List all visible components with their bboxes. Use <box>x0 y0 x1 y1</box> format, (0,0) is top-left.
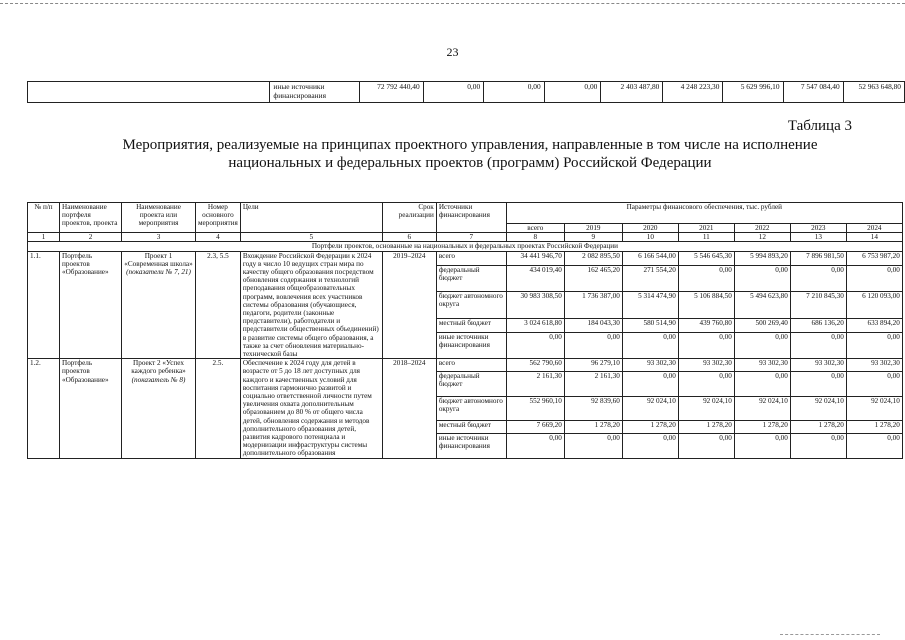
header-project: Наименование проекта или мероприятия <box>122 203 196 233</box>
project-name <box>122 359 196 458</box>
column-number: 13 <box>790 233 846 242</box>
value-cell: 0,00 <box>484 82 544 103</box>
funding-value: 552 960,10 <box>506 396 564 421</box>
header-num: № п/п <box>28 203 60 233</box>
portfolio-name: Портфель проектов «Образование» <box>60 359 122 458</box>
funding-source: иные источники финансирования <box>436 434 506 459</box>
funding-value: 7 210 845,30 <box>790 292 846 319</box>
funding-value: 1 278,20 <box>846 421 902 434</box>
table-row <box>28 359 903 372</box>
funding-value: 3 024 618,80 <box>506 318 564 332</box>
funding-value: 0,00 <box>790 265 846 292</box>
project-goals: Обеспечение к 2024 году для детей в возрасте от 5 до 18 лет доступных для каждого и качественных условий для воспитания гармонично развитой и социально ответственной личности путем увеличения охвата дополнительным образованием до 80 % от общего числа детей, обновления содержания и методов дополнительного образования детей, развития кадрового потенциала и модернизации инфраструктуры системы дополнительного образования <box>240 359 382 458</box>
funding-value: 162 465,20 <box>564 265 622 292</box>
funding-value: 0,00 <box>846 332 902 359</box>
funding-value: 5 494 623,80 <box>734 292 790 319</box>
previous-table-fragment <box>27 81 905 103</box>
funding-value: 6 753 987,20 <box>846 251 902 265</box>
funding-value: 0,00 <box>564 434 622 459</box>
funding-value: 686 136,20 <box>790 318 846 332</box>
table-heading: Мероприятия, реализуемые на принципах проектного управления, направленные в том числе на исполнение национальных и федеральных проектов (программ) Российской Федерации <box>122 137 818 171</box>
value-cell: 52 963 648,80 <box>843 82 904 103</box>
section-title: Портфели проектов, основанные на национальных и федеральных проектах Российской Федерации <box>28 242 903 251</box>
funding-value: 0,00 <box>790 372 846 397</box>
funding-value: 92 024,10 <box>846 396 902 421</box>
funding-value: 7 896 981,50 <box>790 251 846 265</box>
funding-value: 5 106 884,50 <box>678 292 734 319</box>
funding-value: 34 441 946,70 <box>506 251 564 265</box>
funding-source: местный бюджет <box>436 318 506 332</box>
funding-value: 92 024,10 <box>734 396 790 421</box>
page-number: 23 <box>446 45 459 59</box>
funding-value: 1 736 387,00 <box>564 292 622 319</box>
funding-value: 0,00 <box>506 434 564 459</box>
funding-value: 0,00 <box>734 372 790 397</box>
funding-value: 0,00 <box>846 434 902 459</box>
funding-value: 5 994 893,20 <box>734 251 790 265</box>
row-number: 1.1. <box>28 251 60 359</box>
column-number: 1 <box>28 233 60 242</box>
funding-value: 92 024,10 <box>678 396 734 421</box>
header-row <box>28 203 903 224</box>
funding-value: 0,00 <box>622 372 678 397</box>
funding-value: 92 024,10 <box>622 396 678 421</box>
section-row <box>28 242 903 251</box>
column-number: 14 <box>846 233 902 242</box>
funding-value: 633 894,20 <box>846 318 902 332</box>
header-year: 2024 <box>846 224 902 233</box>
header-year: всего <box>506 224 564 233</box>
funding-value: 434 019,40 <box>506 265 564 292</box>
funding-value: 0,00 <box>734 265 790 292</box>
funding-value: 93 302,30 <box>790 359 846 372</box>
funding-value: 92 024,10 <box>790 396 846 421</box>
header-params: Параметры финансового обеспечения, тыс. рублей <box>506 203 902 224</box>
funding-value: 0,00 <box>790 332 846 359</box>
project-term: 2018–2024 <box>382 359 436 458</box>
funding-value: 0,00 <box>846 265 902 292</box>
funding-value: 0,00 <box>846 372 902 397</box>
project-term: 2019–2024 <box>382 251 436 359</box>
source-label: иные источники финансирования <box>270 82 359 103</box>
funding-value: 1 278,20 <box>790 421 846 434</box>
portfolio-name: Портфель проектов «Образование» <box>60 251 122 359</box>
main-event-number: 2.5. <box>196 359 241 458</box>
funding-value: 0,00 <box>622 332 678 359</box>
value-cell: 2 403 487,80 <box>601 82 663 103</box>
funding-value: 439 760,80 <box>678 318 734 332</box>
funding-value: 1 278,20 <box>564 421 622 434</box>
funding-value: 500 269,40 <box>734 318 790 332</box>
table-label: Таблица 3 <box>787 118 852 134</box>
funding-value: 562 790,60 <box>506 359 564 372</box>
funding-value: 93 302,30 <box>622 359 678 372</box>
header-main-event: Номер основного мероприятия <box>196 203 241 233</box>
column-number: 3 <box>122 233 196 242</box>
funding-value: 96 279,10 <box>564 359 622 372</box>
funding-source: местный бюджет <box>436 421 506 434</box>
funding-value: 7 669,20 <box>506 421 564 434</box>
funding-value: 0,00 <box>678 372 734 397</box>
funding-source: всего <box>436 359 506 372</box>
value-cell: 5 629 996,10 <box>723 82 783 103</box>
row-number: 1.2. <box>28 359 60 458</box>
header-goals: Цели <box>240 203 382 233</box>
funding-value: 1 278,20 <box>678 421 734 434</box>
header-portfolio: Наименование портфеля проектов, проекта <box>60 203 122 233</box>
funding-value: 0,00 <box>506 332 564 359</box>
header-year: 2019 <box>564 224 622 233</box>
scan-edge-line <box>780 634 880 635</box>
funding-value: 93 302,30 <box>846 359 902 372</box>
funding-value: 184 043,30 <box>564 318 622 332</box>
project-title: Проект 2 «Успех каждого ребенка» <box>131 359 186 376</box>
main-event-number: 2.3, 5.5 <box>196 251 241 359</box>
header-term: Срок реализации <box>382 203 436 233</box>
funding-source: бюджет автономного округа <box>436 292 506 319</box>
funding-value: 30 983 308,50 <box>506 292 564 319</box>
header-year: 2020 <box>622 224 678 233</box>
project-name <box>122 251 196 359</box>
funding-source: иные источники финансирования <box>436 332 506 359</box>
project-title: Проект 1 «Современная школа» <box>124 251 193 268</box>
funding-source: федеральный бюджет <box>436 265 506 292</box>
value-cell: 0,00 <box>544 82 601 103</box>
value-cell: 72 792 440,40 <box>359 82 423 103</box>
funding-value: 93 302,30 <box>678 359 734 372</box>
funding-value: 92 839,60 <box>564 396 622 421</box>
funding-value: 0,00 <box>678 265 734 292</box>
funding-value: 0,00 <box>622 434 678 459</box>
column-number: 4 <box>196 233 241 242</box>
table-row <box>28 251 903 265</box>
funding-value: 0,00 <box>678 332 734 359</box>
column-number: 10 <box>622 233 678 242</box>
project-indicators-note: (показатели № 7, 21) <box>126 268 191 277</box>
funding-value: 2 161,30 <box>564 372 622 397</box>
funding-source: бюджет автономного округа <box>436 396 506 421</box>
column-number: 2 <box>60 233 122 242</box>
empty-cell <box>28 82 270 103</box>
funding-value: 6 120 093,00 <box>846 292 902 319</box>
funding-value: 5 314 474,90 <box>622 292 678 319</box>
column-numbers-row <box>28 233 903 242</box>
funding-value: 0,00 <box>678 434 734 459</box>
header-sources: Источники финансирования <box>436 203 506 233</box>
funding-value: 0,00 <box>734 332 790 359</box>
funding-value: 1 278,20 <box>734 421 790 434</box>
value-cell: 0,00 <box>423 82 483 103</box>
table-row <box>28 82 905 103</box>
funding-value: 0,00 <box>790 434 846 459</box>
funding-value: 1 278,20 <box>622 421 678 434</box>
funding-value: 271 554,20 <box>622 265 678 292</box>
value-cell: 4 248 223,30 <box>663 82 723 103</box>
column-number: 11 <box>678 233 734 242</box>
funding-source: всего <box>436 251 506 265</box>
funding-value: 2 161,30 <box>506 372 564 397</box>
column-number: 8 <box>506 233 564 242</box>
value-cell: 7 547 084,40 <box>783 82 843 103</box>
funding-value: 93 302,30 <box>734 359 790 372</box>
projects-table <box>27 202 903 459</box>
funding-value: 5 546 645,30 <box>678 251 734 265</box>
header-year: 2023 <box>790 224 846 233</box>
column-number: 7 <box>436 233 506 242</box>
funding-value: 0,00 <box>564 332 622 359</box>
funding-value: 580 514,90 <box>622 318 678 332</box>
project-indicators-note: (показатель № 8) <box>131 375 186 384</box>
scan-edge-line <box>0 3 905 5</box>
header-year: 2022 <box>734 224 790 233</box>
column-number: 5 <box>240 233 382 242</box>
column-number: 9 <box>564 233 622 242</box>
header-year: 2021 <box>678 224 734 233</box>
funding-value: 0,00 <box>734 434 790 459</box>
column-number: 6 <box>382 233 436 242</box>
funding-value: 2 082 895,50 <box>564 251 622 265</box>
column-number: 12 <box>734 233 790 242</box>
funding-value: 6 166 544,00 <box>622 251 678 265</box>
project-goals: Вхождение Российской Федерации к 2024 году в число 10 ведущих стран мира по качеству общего образования посредством обновления содержания и технологий преподавания общеобразовательных программ, вовлечения всех участников системы образования (обучающиеся, педагоги, родители (законные представители), работодатели и представители общественных объединений) в развитие системы общего образования, а также за счет обновления материально-технической базы <box>240 251 382 359</box>
funding-source: федеральный бюджет <box>436 372 506 397</box>
